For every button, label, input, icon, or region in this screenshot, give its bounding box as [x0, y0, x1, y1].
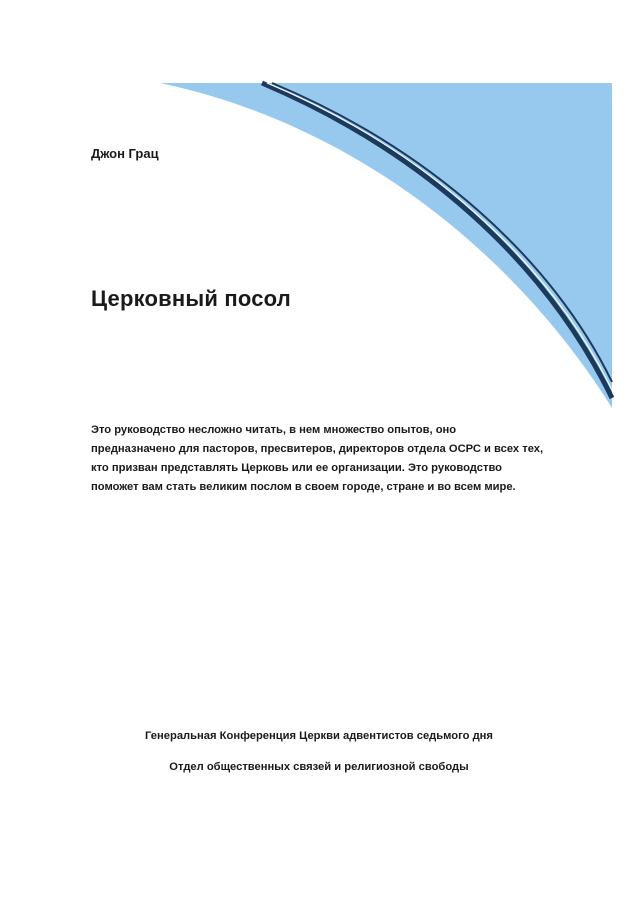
document-title: Церковный посол: [91, 286, 291, 311]
author-name: Джон Грац: [91, 146, 159, 161]
description-line: предназначено для пасторов, пресвитеров, директоров отдела ОСРС и всех тех,: [91, 443, 544, 455]
description-line: Это руководство несложно читать, в нем множество опытов, оно: [91, 424, 457, 436]
description-paragraph: [91, 421, 611, 497]
light-blue-swoosh: [160, 83, 612, 408]
publisher-organization: Генеральная Конференция Церкви адвентистов седьмого дня: [145, 730, 493, 742]
description-line: кто призван представлять Церковь или ее организации. Это руководство: [91, 462, 503, 474]
description-line: поможет вам стать великим послом в своем городе, стране и во всем мире.: [91, 481, 516, 493]
publisher-department: Отдел общественных связей и религиозной свободы: [169, 761, 469, 773]
